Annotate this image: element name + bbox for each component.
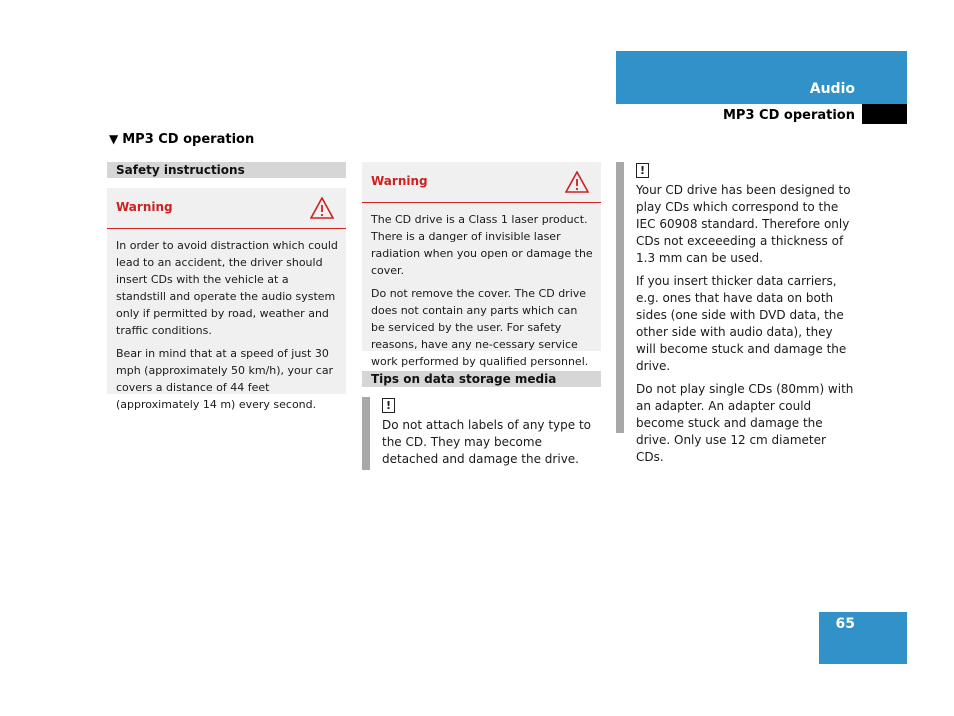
note-paragraph: Do not attach labels of any type to the CD. They may become detached and damage the drive. <box>382 418 592 466</box>
warning-triangle-icon <box>565 171 589 193</box>
warning-body <box>362 203 601 382</box>
header-banner <box>616 51 907 104</box>
safety-instructions-bar: Safety instructions <box>107 162 346 178</box>
chapter-subtitle: MP3 CD operation <box>723 108 855 123</box>
section-heading <box>109 132 254 147</box>
warning-label: Warning <box>371 174 428 188</box>
note-paragraph: Your CD drive has been designed to play CDs which correspond to the IEC 60908 standard. Therefore only CDs not exceeeding a thickness of 1.3 mm can be used. <box>636 183 851 265</box>
note-paragraph: If you insert thicker data carriers, e.g. ones that have data on both sides (one side with DVD data, the other side with audio data), they will become stuck and damage the drive. <box>636 274 847 373</box>
warning-box-safety <box>107 188 346 411</box>
page-number-box <box>819 612 907 664</box>
warning-paragraph: In order to avoid distraction which could lead to an accident, the driver should insert CDs with the vehicle at a standstill and operate the audio system only if permitted by road, weather and traffic conditions. <box>116 239 338 337</box>
chapter-title: Audio <box>809 81 855 97</box>
warning-paragraph: The CD drive is a Class 1 laser product. There is a danger of invisible laser radiation when you open or damage the cover. <box>371 213 593 277</box>
warning-body <box>107 229 346 425</box>
warning-header <box>362 162 601 203</box>
warning-paragraph: Bear in mind that at a speed of just 30 mph (approximately 50 km/h), your car covers a distance of 44 feet (approximately 14 m) every second. <box>116 347 334 411</box>
subheader-tab <box>862 104 907 124</box>
section-heading-text: MP3 CD operation <box>122 132 255 147</box>
warning-paragraph: Do not remove the cover. The CD drive does not contain any parts which can be serviced by the user. For safety reasons, have any ne-cessary service work performed by qualified personnel. <box>371 287 589 368</box>
data-storage-bar: Tips on data storage media <box>362 371 601 387</box>
warning-header <box>107 188 346 229</box>
exclamation-icon: ! <box>636 163 649 178</box>
warning-triangle-icon <box>310 197 334 219</box>
triangle-down-icon: ▼ <box>109 132 119 146</box>
note-paragraph: Do not play single CDs (80mm) with an adapter. An adapter could become stuck and damage the drive. Only use 12 cm diameter CDs. <box>636 382 854 464</box>
page-number: 65 <box>835 616 855 632</box>
warning-label: Warning <box>116 200 173 214</box>
note-labels <box>362 397 601 470</box>
note-cd-standard <box>616 162 856 464</box>
subheader <box>616 104 907 124</box>
exclamation-icon: ! <box>382 398 395 413</box>
warning-box-laser <box>362 162 601 368</box>
